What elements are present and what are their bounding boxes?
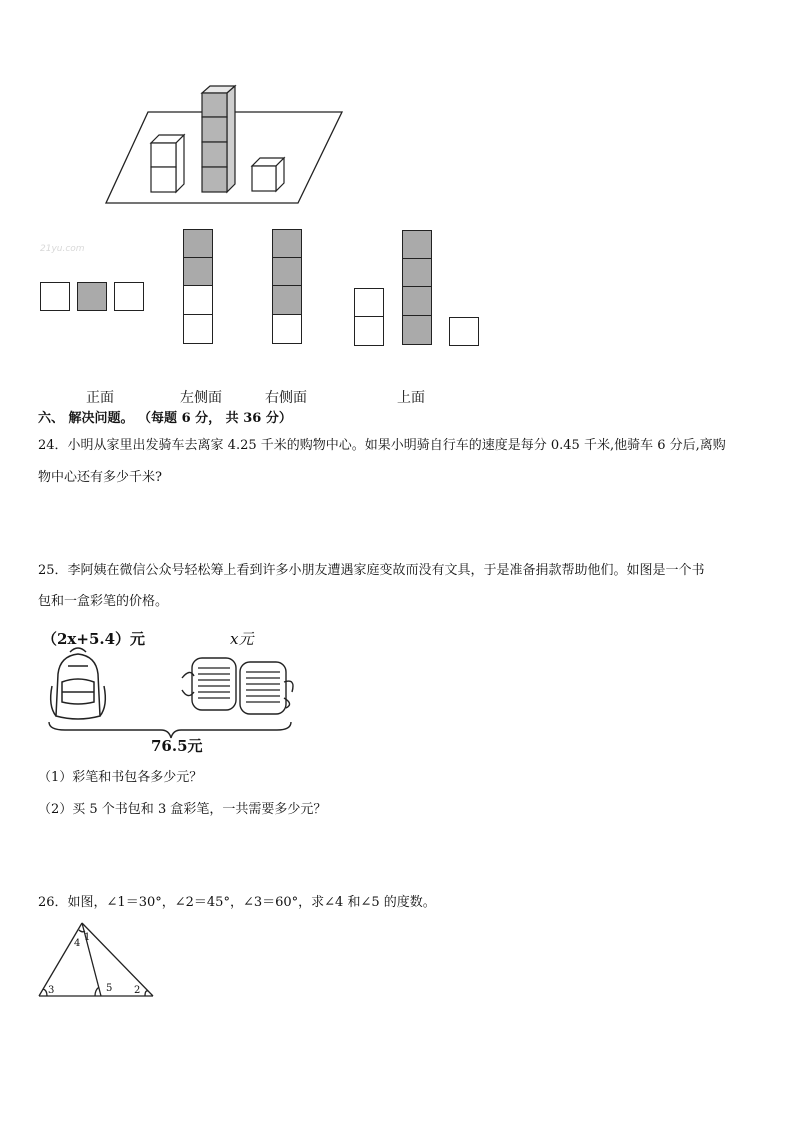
front-view-cell [114,282,144,311]
front-view-label: 正面 [86,390,114,406]
right-view-cell [272,257,302,286]
top-view-cell [402,286,432,316]
angle-label-1: 1 [84,932,91,943]
q25-sub1: （1）彩笔和书包各多少元？ [38,770,203,785]
right-view-cell [272,229,302,258]
right-view-cell [272,314,302,344]
pen-price-label: x元 [230,630,254,648]
total-price-label: 76.5元 [151,737,203,755]
angle-label-2: 2 [134,985,141,996]
color-pens-icon [180,648,300,723]
q25-line2: 包和一盒彩笔的价格。 [38,594,169,609]
section-heading: 六、 解决问题。 （每题 6 分， 共 36 分） [38,411,292,426]
top-view-label: 上面 [397,390,425,406]
left-view-cell [183,314,213,344]
angle-label-3: 3 [48,985,55,996]
top-view-cell [402,258,432,287]
left-view-cell [183,229,213,258]
front-view-cell [77,282,107,311]
top-view-cell [354,288,384,317]
left-view-label: 左侧面 [180,390,222,406]
top-view-cell [449,317,479,346]
backpack-icon [48,646,118,726]
top-view-cell [402,315,432,345]
triangle-figure [35,920,165,1000]
front-view-cell [40,282,70,311]
right-view-label: 右侧面 [265,390,307,406]
q24-line1: 24．小明从家里出发骑车去离家 4.25 千米的购物中心。如果小明骑自行车的速度是每分 0.45 千米,他骑车 6 分后,离购 [38,438,726,453]
watermark: 21yu.com [40,244,85,254]
q25-sub2: （2）买 5 个书包和 3 盒彩笔，一共需要多少元？ [38,802,327,817]
top-view-cell [354,316,384,346]
right-view-cell [272,285,302,315]
left-view-cell [183,285,213,315]
bag-price-label: （2x+5.4）元 [42,630,146,648]
q25-line1: 25．李阿姨在微信公众号轻松筹上看到许多小朋友遭遇家庭变故而没有文具，于是准备捐款帮助他们。如图是一个书 [38,563,705,578]
top-view-cell [402,230,432,259]
q24-line2: 物中心还有多少千米? [38,470,162,485]
angle-label-5: 5 [106,983,113,994]
left-view-cell [183,257,213,286]
angle-label-4: 4 [74,938,81,949]
cube-stack-figure [0,0,794,220]
q26-line1: 26．如图，∠1＝30°，∠2＝45°，∠3＝60°，求∠4 和∠5 的度数。 [38,895,436,910]
